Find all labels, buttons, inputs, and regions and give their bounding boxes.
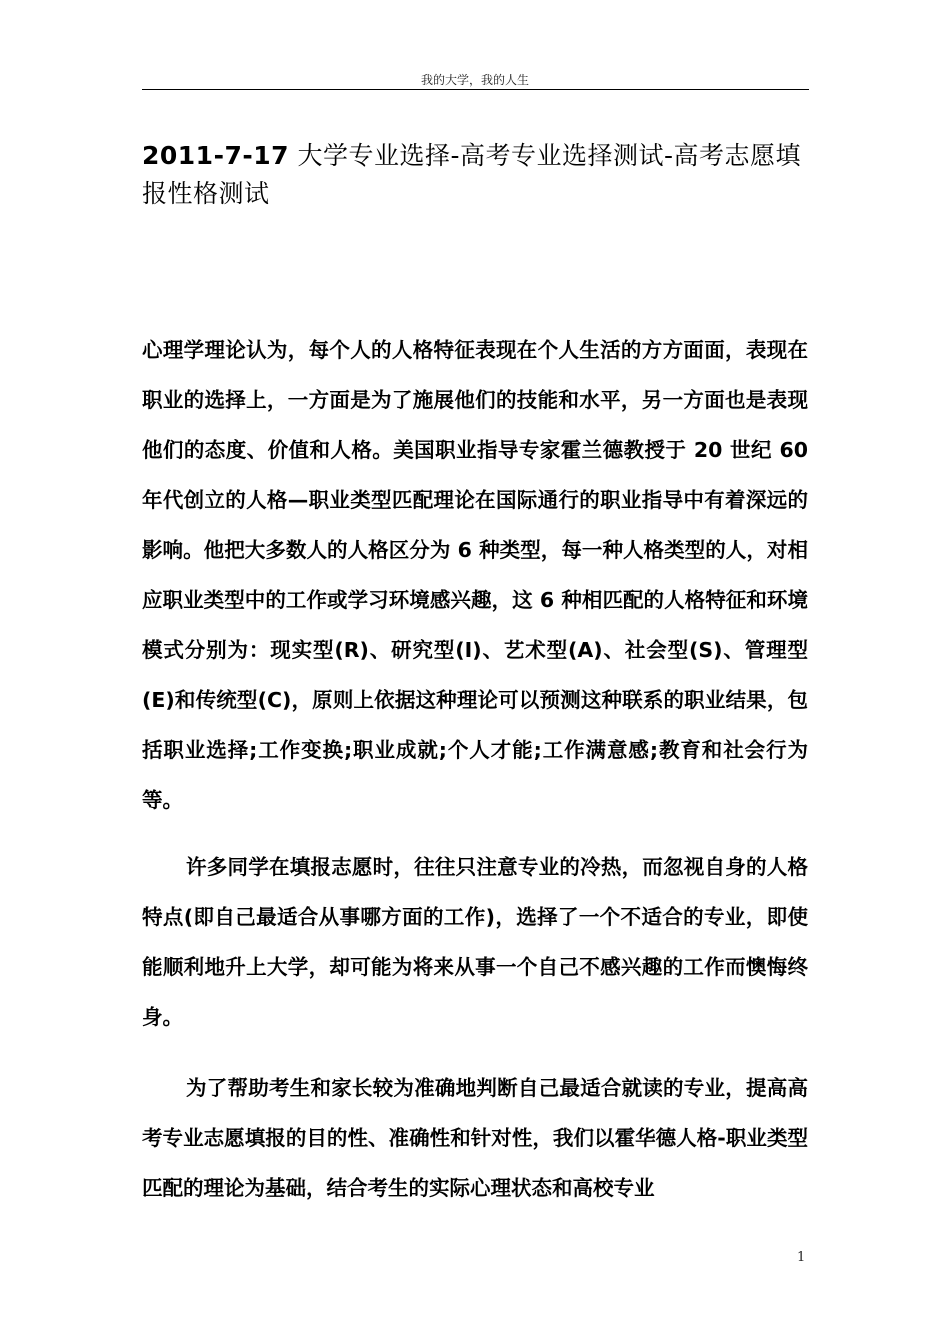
running-header: 我的大学，我的人生 (420, 73, 529, 87)
body-paragraph-2: 许多同学在填报志愿时，往往只注意专业的冷热，而忽视自身的人格特点(即自己最适合从事哪方面的工作)，选择了一个不适合的专业，即使能顺利地升上大学，却可能为将来从事一个自己不感兴趣的工作而懊悔终身。 (142, 855, 808, 1029)
header-divider (142, 89, 809, 90)
title-date: 2011-7-17 (142, 141, 290, 170)
body-paragraph-1: 心理学理论认为，每个人的人格特征表现在个人生活的方方面面，表现在职业的选择上，一方面是为了施展他们的技能和水平，另一方面也是表现他们的态度、价值和人格。美国职业指导专家霍兰德教授于 20 世纪 60 年代创立的人格—职业类型匹配理论在国际通行的职业指导中有着深远的影响。他把大多数人的人格区分为 6 种类型，每一种人格类型的人，对相应职业类型中的工作或学习环境感兴趣，这 6 种相匹配的人格特征和环境模式分别为：现实型(R)、研究型(I)、艺术型(A)、社会型(S)、管理型(E)和传统型(C)，原则上依据这种理论可以预测这种联系的职业结果，包括职业选择;工作变换;职业成就;个人才能;工作满意感;教育和社会行为等。 (142, 338, 808, 812)
body-paragraph-3: 为了帮助考生和家长较为准确地判断自己最适合就读的专业，提高高考专业志愿填报的目的性、准确性和针对性，我们以霍华德人格-职业类型匹配的理论为基础，结合考生的实际心理状态和高校专业 (142, 1076, 808, 1200)
title-text: 大学专业选择-高考专业选择测试-高考志愿填报性格测试 (142, 141, 802, 208)
page-number: 1 (797, 1250, 806, 1265)
document-title (142, 137, 814, 213)
